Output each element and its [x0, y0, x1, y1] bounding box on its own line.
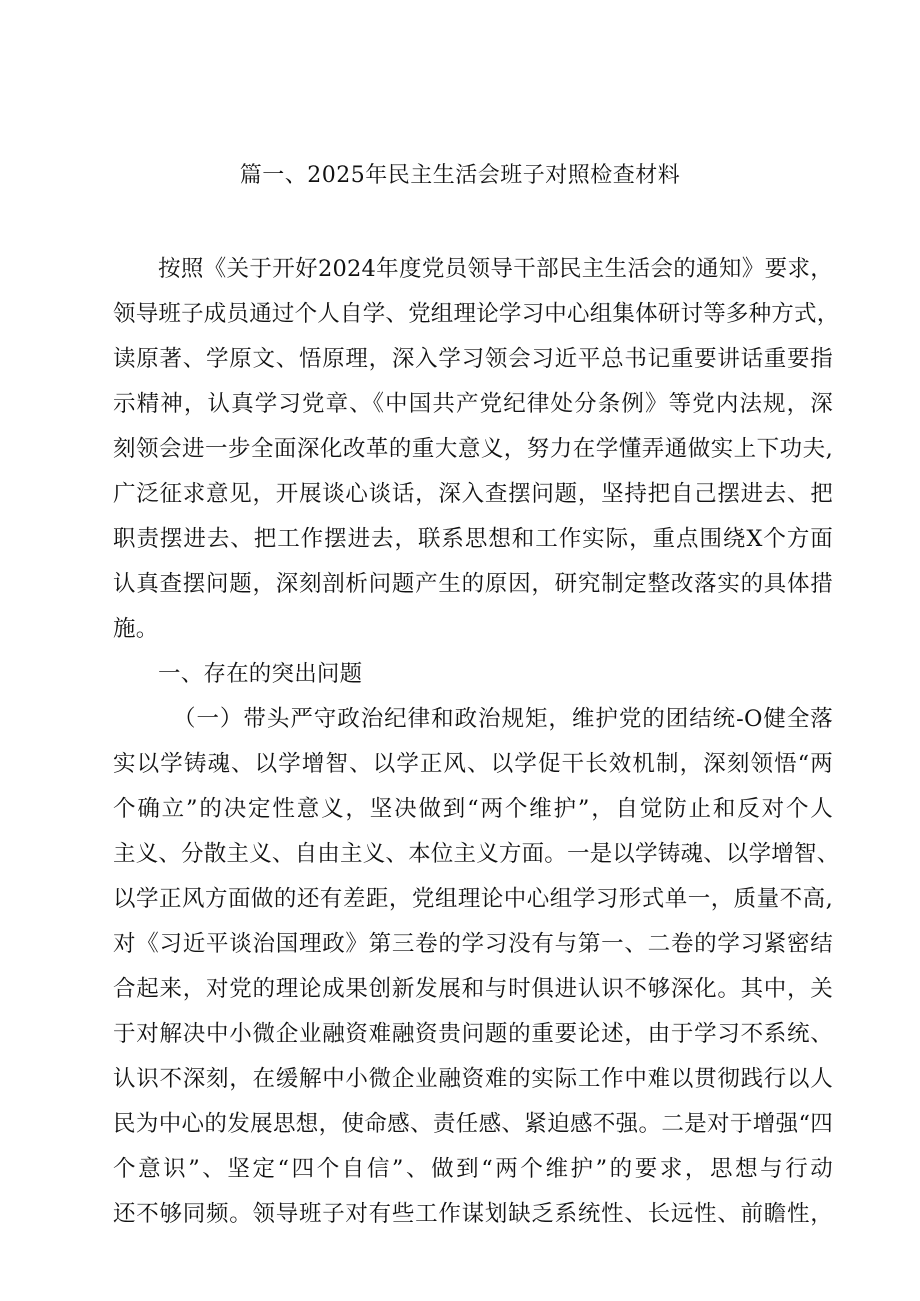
paragraph-line: （一）带头严守政治纪律和政治规矩，维护党的团结统-O健全落: [173, 706, 833, 732]
document-title: 篇一、2025年民主生活会班子对照检查材料: [239, 163, 681, 188]
paragraph-line: 职责摆进去、把工作摆进去，联系思想和工作实际，重点围绕X个方面: [113, 526, 833, 552]
paragraph-line: 于对解决中小微企业融资难融资贵问题的重要论述，由于学习不系统、: [113, 1021, 833, 1047]
section-heading: 一、存在的突出问题: [158, 661, 363, 687]
paragraph-line: 按照《关于开好2024年度党员领导干部民主生活会的通知》要求，: [158, 256, 833, 282]
paragraph-line: 以学正风方面做的还有差距，党组理论中心组学习形式单一，质量不高,: [113, 886, 833, 912]
paragraph-line: 实以学铸魂、以学增智、以学正风、以学促干长效机制，深刻领悟“两: [113, 751, 833, 777]
paragraph-line: 合起来，对党的理论成果创新发展和与时俱进认识不够深化。其中，关: [113, 976, 833, 1002]
paragraph-line: 施。: [113, 616, 159, 642]
paragraph-line: 个意识”、坚定“四个自信”、做到“两个维护”的要求，思想与行动: [113, 1156, 833, 1182]
paragraph-line: 刻领会进一步全面深化改革的重大意义，努力在学懂弄通做实上下功夫,: [113, 436, 833, 462]
paragraph-line: 还不够同频。领导班子对有些工作谋划缺乏系统性、长远性、前瞻性，: [113, 1201, 833, 1227]
paragraph-line: 民为中心的发展思想，使命感、责任感、紧迫感不强。二是对于增强“四: [113, 1111, 833, 1137]
paragraph-line: 示精神，认真学习党章、《中国共产党纪律处分条例》等党内法规，深: [113, 391, 833, 417]
paragraph-line: 认识不深刻，在缓解中小微企业融资难的实际工作中难以贯彻践行以人: [113, 1066, 833, 1092]
paragraph-line: 对《习近平谈治国理政》第三卷的学习没有与第一、二卷的学习紧密结: [113, 931, 833, 957]
paragraph-line: 认真查摆问题，深刻剖析问题产生的原因，研究制定整改落实的具体措: [113, 571, 833, 597]
paragraph-line: 主义、分散主义、自由主义、本位主义方面。一是以学铸魂、以学增智、: [113, 841, 840, 867]
paragraph-line: 读原著、学原文、悟原理，深入学习领会习近平总书记重要讲话重要指: [113, 346, 833, 372]
paragraph-line: 个确立”的决定性意义，坚决做到“两个维护”，自觉防止和反对个人: [113, 796, 833, 822]
paragraph-line: 广泛征求意见，开展谈心谈话，深入查摆问题，坚持把自己摆进去、把: [113, 481, 833, 507]
paragraph-line: 领导班子成员通过个人自学、党组理论学习中心组集体研讨等多种方式，: [113, 301, 840, 327]
